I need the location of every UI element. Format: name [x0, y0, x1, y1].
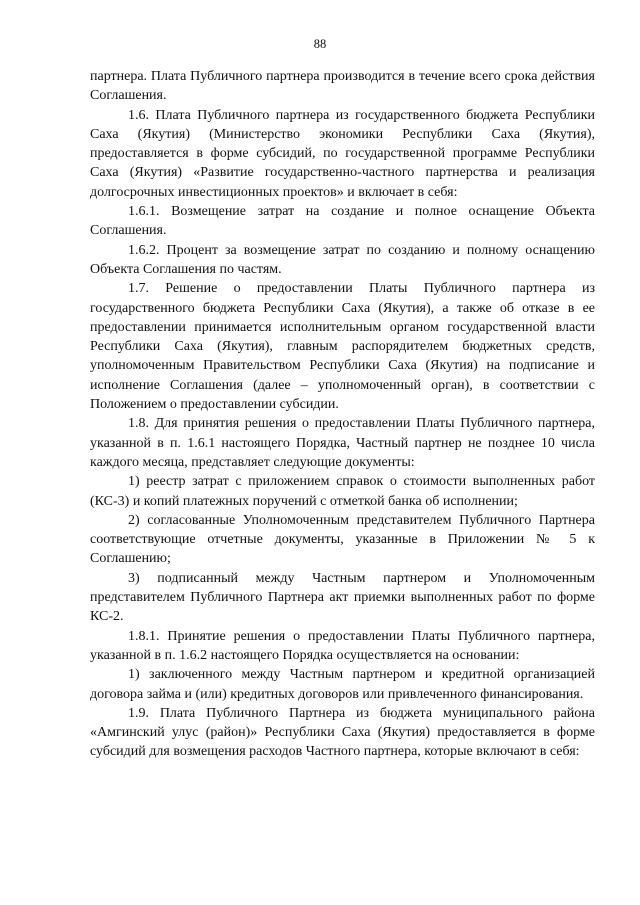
list-item-2: 2) согласованные Уполномоченным представителем Публичного Партнера соответствующие отчетные документы, указанные в Приложении № 5 к Соглашению;: [90, 512, 595, 567]
paragraph-1-9: 1.9. Плата Публичного Партнера из бюджета муниципального района «Амгинский улус (район)» Республики Саха (Якутия) предоставляется в форме субсидий для возмещения расходов Частного партнера, которые включают в себя:: [90, 705, 595, 760]
list-item-1-loan: 1) заключенного между Частным партнером и кредитной организацией договора займа и (или) кредитных договоров или привлеченного финансирования.: [90, 667, 595, 702]
paragraph-1-6-2: 1.6.2. Процент за возмещение затрат по созданию и полному оснащению Объекта Соглашения по частям.: [90, 242, 595, 277]
paragraph-1-8-1: 1.8.1. Принятие решения о предоставлении Платы Публичного партнера, указанной в п. 1.6.2 настоящего Порядка осуществляется на основании:: [90, 628, 595, 663]
paragraph-1-6-1: 1.6.1. Возмещение затрат на создание и полное оснащение Объекта Соглашения.: [90, 204, 595, 239]
list-item-1: 1) реестр затрат с приложением справок о стоимости выполненных работ (КС-3) и копий платежных поручений с отметкой банка об исполнении;: [90, 474, 595, 509]
list-item-3: 3) подписанный между Частным партнером и Уполномоченным представителем Публичного Партнера акт приемки выполненных работ по форме КС-2.: [90, 570, 595, 625]
paragraph-1-6: 1.6. Плата Публичного партнера из государственного бюджета Республики Саха (Якутия) (Министерство экономики Республики Саха (Якутия), предоставляется в форме субсидий, по государственной программе Республики Саха (Якутия) «Развитие государственно-частного партнерства и реализация долгосрочных инвестиционных проектов» и включает в себя:: [90, 107, 595, 200]
paragraph-continuation: партнера. Плата Публичного партнера производится в течение всего срока действия Соглашения.: [90, 69, 595, 104]
paragraph-1-7: 1.7. Решение о предоставлении Платы Публичного партнера из государственного бюджета Республики Саха (Якутия), а также об отказе в ее предоставлении принимается исполнительным органом государственной власти Республики Саха (Якутия), главным распорядителем бюджетных средств, уполномоченным Правительством Республики Саха (Якутия) на подписание и исполнение Соглашения (далее – уполномоченный орган), в соответствии с Положением о предоставлении субсидии.: [90, 281, 595, 413]
page-number: 88: [313, 37, 327, 51]
body-text: [90, 67, 595, 762]
paragraph-1-8: 1.8. Для принятия решения о предоставлении Платы Публичного партнера, указанной в п. 1.6.1 настоящего Порядка, Частный партнер не позднее 10 числа каждого месяца, представляет следующие документы:: [90, 416, 595, 470]
